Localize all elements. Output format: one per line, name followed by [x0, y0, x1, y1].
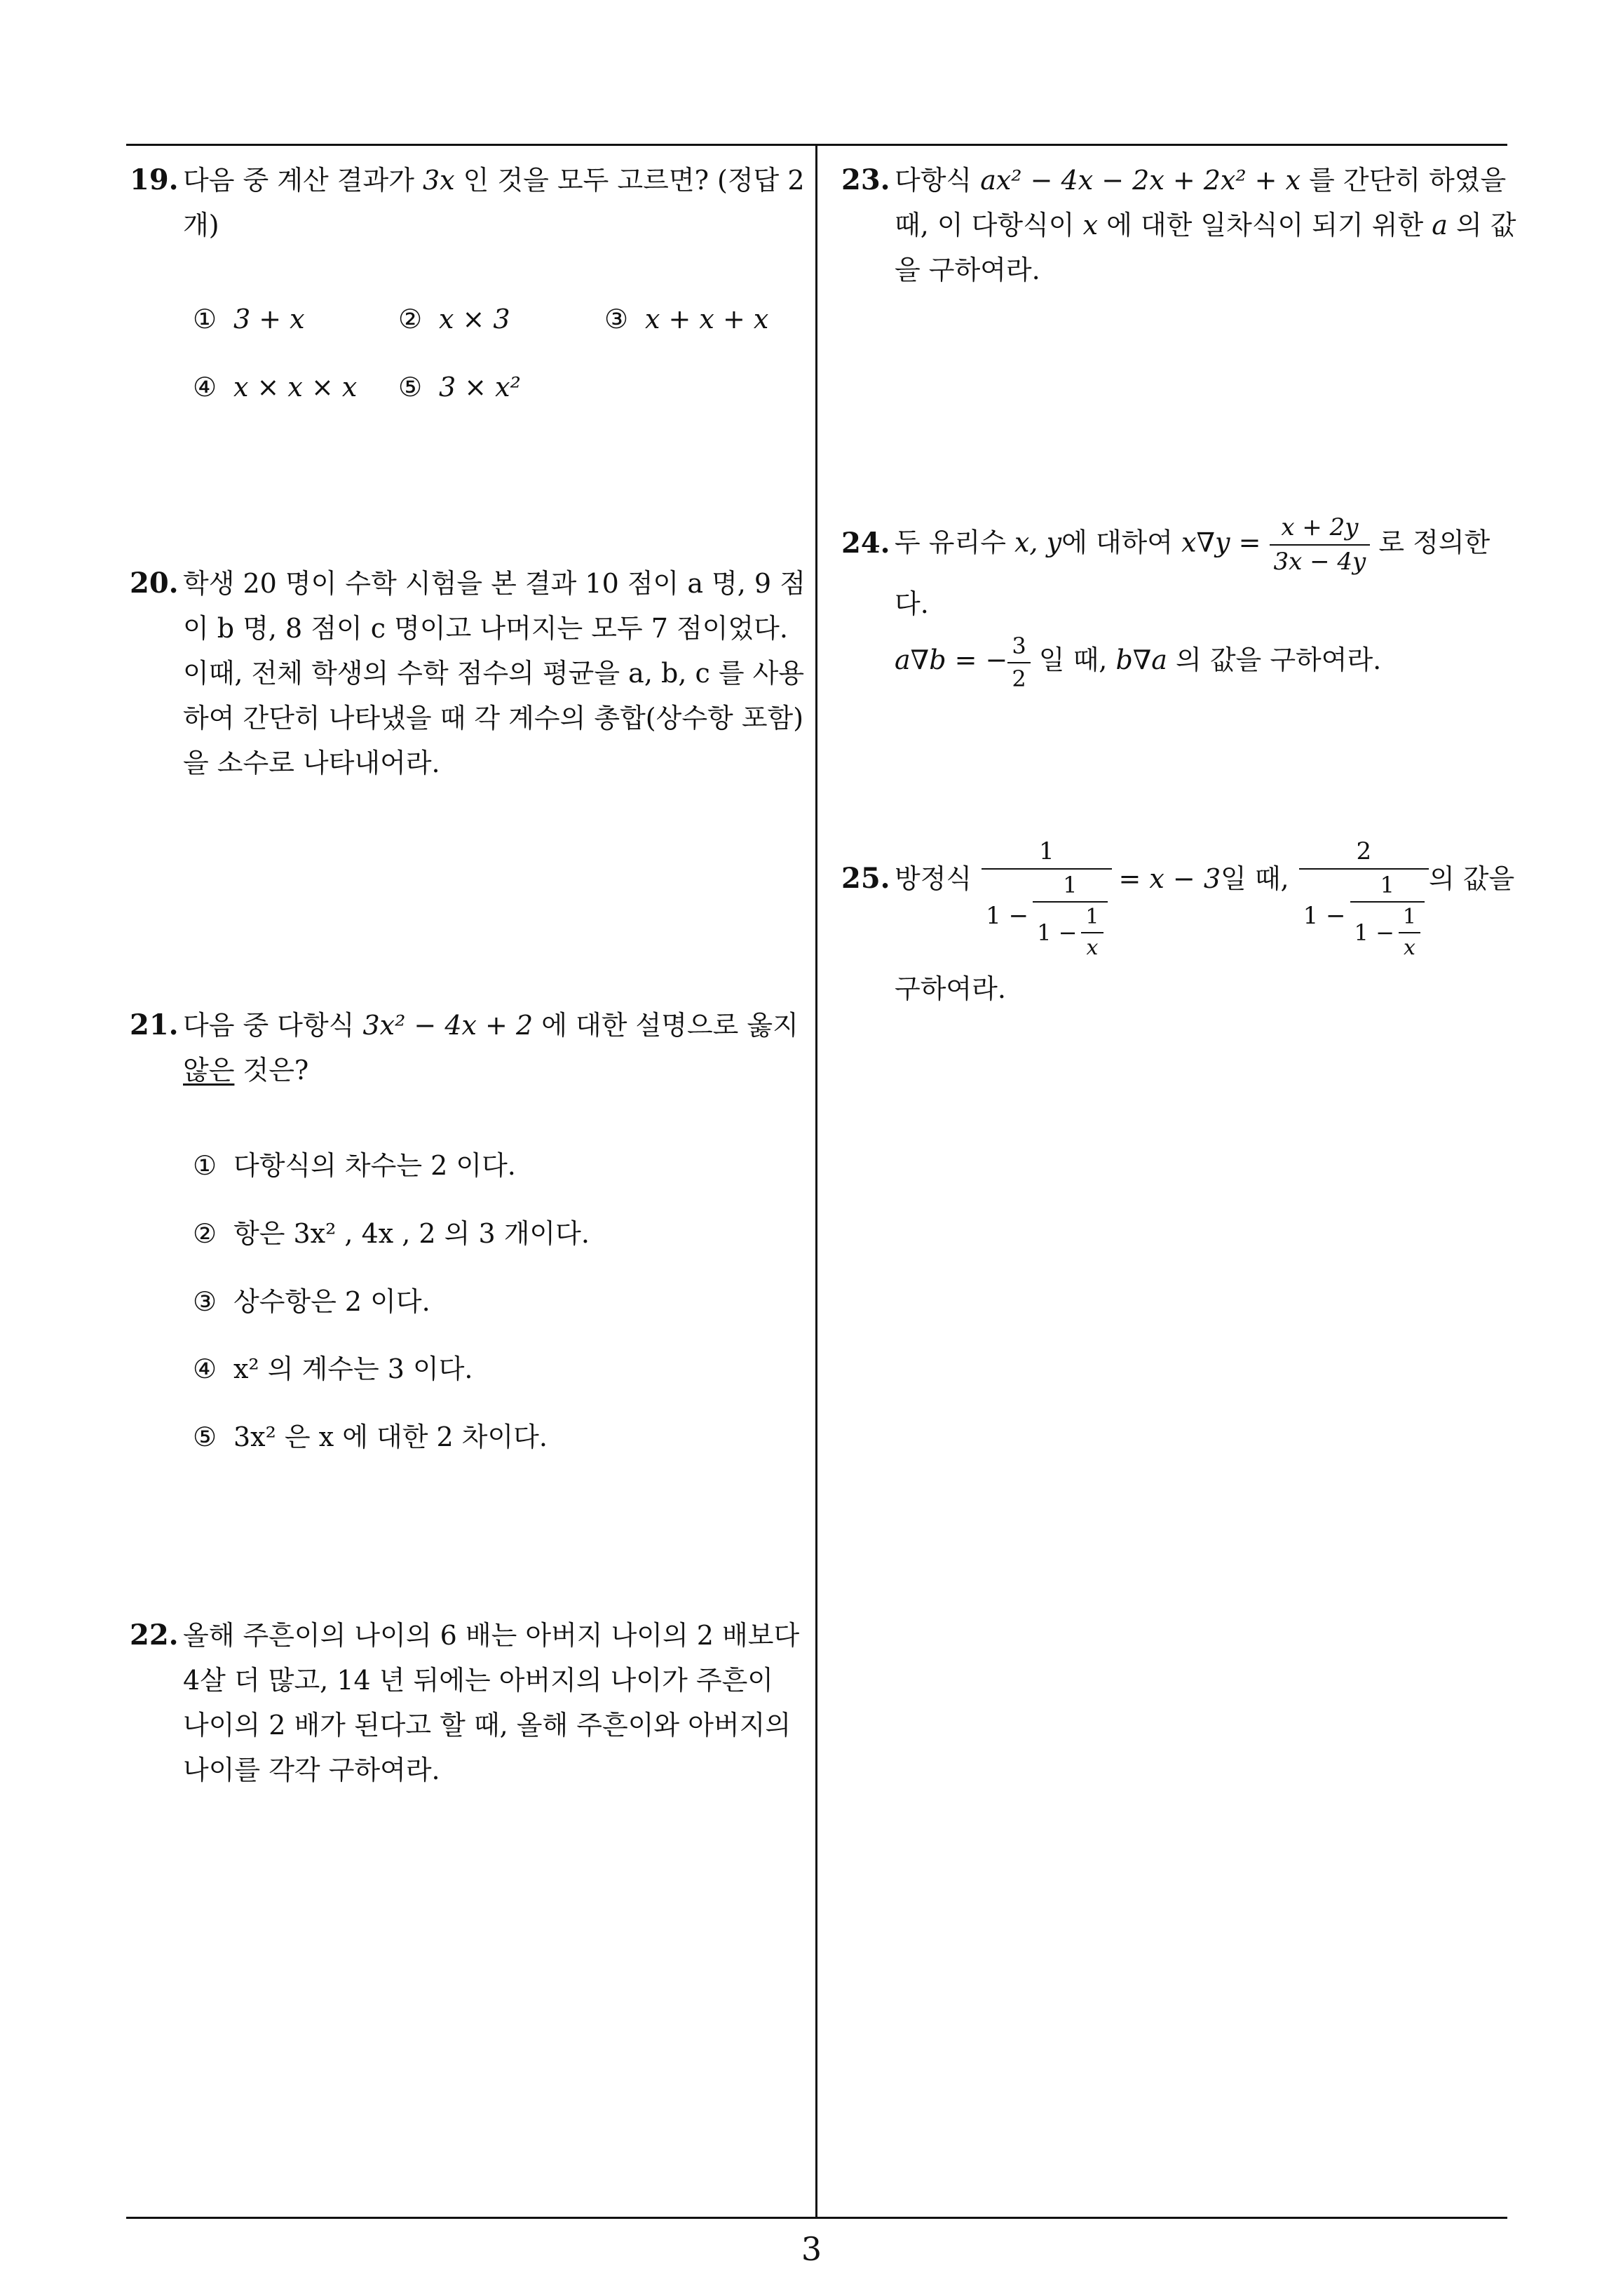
question-text: 방정식 1 1 − 1 1 − $\frac{1}{x}$ = x − 3 일 때, 2 1 − 1 1 − $\frac{1}{x}$ 의 값을 구하여라.	[895, 837, 1515, 1004]
option-2[interactable]: ② 항은 3x² , 4x , 2 의 3 개이다.	[193, 1218, 590, 1249]
option-2[interactable]: ② x × 3	[398, 304, 510, 335]
underlined-negation: 않은	[183, 1055, 235, 1086]
question-number: 25.	[841, 862, 890, 895]
continued-fraction-left: 1 1 − 1 1 − $\frac{1}{x}$	[982, 838, 1111, 961]
option-3[interactable]: ③ x + x + x	[604, 304, 769, 335]
question-number: 20.	[130, 567, 179, 600]
nested-fraction: 1 1 − $\frac{1}{x}$	[1033, 872, 1107, 961]
question-number: 23.	[841, 163, 890, 196]
option-5[interactable]: ⑤ 3x² 은 x 에 대한 2 차이다.	[193, 1422, 548, 1452]
option-3[interactable]: ③ 상수항은 2 이다.	[193, 1286, 430, 1317]
question-text: 올해 주흔이의 나이의 6 배는 아버지 나이의 2 배보다 4살 더 많고, 14 년 뒤에는 아버지의 나이가 주흔이 나이의 2 배가 된다고 할 때, 올해 주흔이와 아버지의 나이를 각각 구하여라.	[183, 1620, 800, 1785]
question-number: 21.	[130, 1008, 179, 1041]
equation-row: 방정식 1 1 − 1 1 − $\frac{1}{x}$ = x − 3 일 때, 2 1 − 1 1 − $\frac{1}{x}$ 의 값을	[895, 837, 1515, 961]
question-25	[841, 838, 1518, 1011]
column-divider	[815, 144, 817, 2218]
question-number: 22.	[130, 1619, 179, 1652]
option-1[interactable]: ① 3 + x	[193, 304, 305, 335]
fraction: $\frac{3}{2}$	[1007, 633, 1030, 692]
question-21	[130, 1003, 806, 1093]
question-text: 다음 중 계산 결과가 3x 인 것을 모두 고르면? (정답 2 개)	[183, 165, 805, 241]
bottom-rule	[126, 2217, 1507, 2219]
question-text: 다항식 ax² − 4x − 2x + 2x² + x 를 간단히 하였을 때, 이 다항식이 x 에 대한 일차식이 되기 위한 a 의 값을 구하여라.	[895, 165, 1516, 285]
question-text: 두 유리수 x, y에 대하여 x∇y = $\frac{x + 2y}{3x - 4y}$ 로 정의한다. a∇b = − $\frac{3}{2}$ 일 때, b∇a 의 값을 구하여라.	[895, 513, 1490, 692]
option-5[interactable]: ⑤ 3 × x²	[398, 372, 521, 403]
option-1[interactable]: ① 다항식의 차수는 2 이다.	[193, 1150, 516, 1181]
question-24	[841, 514, 1518, 691]
fraction: $\frac{x + 2y}{3x - 4y}$	[1270, 514, 1371, 576]
inner-fraction: $\frac{1}{x}$	[1081, 905, 1103, 961]
question-text: 다음 중 다항식 3x² − 4x + 2 에 대한 설명으로 옳지 않은 것은?	[183, 1010, 799, 1086]
question-19	[130, 158, 806, 248]
question-23	[841, 158, 1518, 292]
continued-fraction-right: 2 1 − 1 1 − $\frac{1}{x}$	[1299, 838, 1429, 961]
question-number: 19.	[130, 163, 179, 196]
question-number: 24.	[841, 527, 890, 560]
option-4[interactable]: ④ x × x × x	[193, 372, 358, 403]
question-20	[130, 561, 806, 785]
option-4[interactable]: ④ x² 의 계수는 3 이다.	[193, 1353, 473, 1384]
question-22	[130, 1613, 806, 1792]
question-text: 학생 20 명이 수학 시험을 본 결과 10 점이 a 명, 9 점이 b 명, 8 점이 c 명이고 나머지는 모두 7 점이었다. 이때, 전체 학생의 수학 점수의 평균을 a, b, c 를 사용하여 간단히 나타냈을 때 각 계수의 총합(상수항 포함)을 소수로 나타내어라.	[183, 568, 806, 778]
inner-fraction: $\frac{1}{x}$	[1399, 905, 1420, 961]
nested-fraction: 1 1 − $\frac{1}{x}$	[1350, 872, 1425, 961]
page-number: 3	[801, 2230, 822, 2268]
